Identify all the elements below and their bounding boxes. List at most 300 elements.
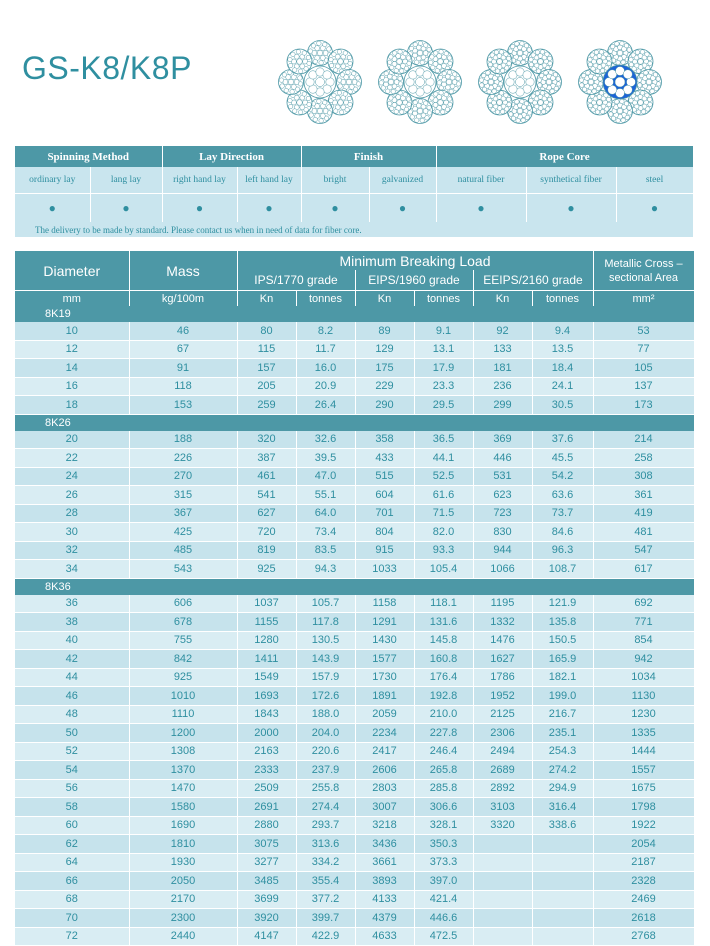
table-cell: 188.0	[296, 705, 355, 724]
table-cell	[473, 890, 532, 909]
wire	[488, 79, 494, 85]
wire	[648, 97, 653, 102]
page-title: GS-K8/K8P	[22, 50, 192, 86]
table-cell: 131.6	[414, 613, 473, 632]
wire	[497, 59, 503, 65]
table-cell: 173	[593, 396, 694, 415]
table-cell: 11.7	[296, 340, 355, 359]
wire	[592, 89, 597, 94]
table-row	[15, 872, 694, 891]
table-cell: 387	[237, 449, 296, 468]
table-cell: 1034	[593, 668, 694, 687]
table-cell: 2509	[237, 779, 296, 798]
wire	[307, 61, 312, 66]
wire	[591, 67, 596, 72]
wire	[631, 53, 636, 58]
wire	[648, 56, 653, 61]
wire	[527, 106, 532, 111]
wire	[538, 59, 544, 65]
table-cell: 2618	[593, 909, 694, 928]
table-row	[15, 467, 694, 486]
table-cell: 9.1	[414, 322, 473, 340]
table-cell: 67	[129, 340, 237, 359]
wire	[389, 96, 394, 101]
spec-option: synthetical fiber	[526, 167, 616, 194]
table-row	[15, 431, 694, 449]
table-cell: 1130	[593, 687, 694, 706]
table-cell: 10	[15, 322, 129, 340]
wire	[327, 111, 332, 116]
table-cell: 58	[15, 798, 129, 817]
table-cell: 39.5	[296, 449, 355, 468]
wire	[627, 106, 632, 111]
table-cell: 2170	[129, 890, 237, 909]
wire	[504, 52, 509, 57]
wire	[595, 110, 600, 115]
wire	[396, 87, 401, 92]
table-cell: 397.0	[414, 872, 473, 891]
table-cell: 62	[15, 835, 129, 854]
wire	[520, 99, 525, 104]
wire	[524, 43, 529, 48]
wire	[609, 112, 614, 117]
table-cell: 53	[593, 322, 694, 340]
wire	[338, 100, 344, 106]
table-cell: 64	[15, 853, 129, 872]
table-cell: 1332	[473, 613, 532, 632]
table-cell: 83.5	[296, 541, 355, 560]
table-cell: 1308	[129, 742, 237, 761]
table-cell: 44	[15, 668, 129, 687]
wire	[649, 70, 654, 75]
rope-section-icon-4	[578, 40, 662, 124]
wire	[379, 81, 384, 86]
table-cell: 2333	[237, 761, 296, 780]
unit-kn: Kn	[355, 291, 414, 307]
table-cell: 1280	[237, 631, 296, 650]
table-cell: 720	[237, 523, 296, 542]
table-cell: 547	[593, 541, 694, 560]
wire	[491, 108, 496, 113]
wire	[385, 89, 390, 94]
table-cell: 1476	[473, 631, 532, 650]
table-cell: 176.4	[414, 668, 473, 687]
wire	[445, 107, 450, 112]
table-cell: 181	[473, 359, 532, 378]
wire	[338, 59, 344, 65]
table-cell: 942	[593, 650, 694, 669]
wire	[521, 118, 526, 123]
wire	[323, 100, 328, 105]
wire	[298, 82, 303, 87]
wire	[599, 50, 604, 55]
header-grade-ips: IPS/1770 grade	[237, 270, 355, 291]
table-cell: 47.0	[296, 467, 355, 486]
wire	[398, 50, 403, 55]
table-cell: 3436	[355, 835, 414, 854]
wire	[540, 50, 545, 55]
wire	[343, 92, 348, 97]
table-cell: 3277	[237, 853, 296, 872]
table-cell: 830	[473, 523, 532, 542]
table-cell: 399.7	[296, 909, 355, 928]
wire	[504, 93, 509, 98]
table-cell: 105.7	[296, 595, 355, 613]
table-cell: 16	[15, 377, 129, 396]
wire	[317, 41, 322, 46]
wire	[556, 77, 561, 82]
table-cell: 175	[355, 359, 414, 378]
wire	[345, 107, 350, 112]
table-cell: 237.9	[296, 761, 355, 780]
table-row	[15, 595, 694, 613]
table-cell: 3007	[355, 798, 414, 817]
table-cell	[532, 835, 593, 854]
table-cell: 4379	[355, 909, 414, 928]
table-cell: 24.1	[532, 377, 593, 396]
wire	[516, 60, 521, 65]
wire	[438, 100, 444, 106]
table-cell: 627	[237, 504, 296, 523]
table-cell: 3320	[473, 816, 532, 835]
table-cell: 692	[593, 595, 694, 613]
wire	[302, 92, 307, 97]
table-cell: 285.8	[414, 779, 473, 798]
table-cell: 80	[237, 322, 296, 340]
table-cell: 135.8	[532, 613, 593, 632]
breaking-load-table	[15, 251, 695, 946]
table-cell: 2892	[473, 779, 532, 798]
wire	[541, 110, 546, 115]
table-cell: 3103	[473, 798, 532, 817]
wire	[346, 79, 352, 85]
table-cell: 145.8	[414, 631, 473, 650]
table-cell: 606	[129, 595, 237, 613]
wire	[348, 61, 353, 66]
wire	[438, 75, 443, 80]
table-cell: 70	[15, 909, 129, 928]
wire	[356, 76, 361, 81]
wire	[490, 53, 495, 58]
wire	[417, 108, 423, 114]
table-cell: 1010	[129, 687, 237, 706]
table-cell: 64.0	[296, 504, 355, 523]
wire	[636, 110, 641, 115]
core-wire	[523, 71, 531, 79]
table-cell: 246.4	[414, 742, 473, 761]
wire	[420, 60, 425, 65]
table-cell: 1470	[129, 779, 237, 798]
wire	[288, 79, 294, 85]
wire	[581, 73, 586, 78]
wire	[546, 79, 552, 85]
table-cell: 42	[15, 650, 129, 669]
table-cell: 2440	[129, 927, 237, 946]
table-cell: 373.3	[414, 853, 473, 872]
availability-dot-icon: ●	[15, 194, 90, 223]
unit-tonnes: tonnes	[296, 291, 355, 307]
table-cell: 82.0	[414, 523, 473, 542]
spec-option: steel	[616, 167, 693, 194]
wire	[506, 56, 511, 61]
wire	[298, 76, 303, 81]
table-cell: 157.9	[296, 668, 355, 687]
table-cell: 804	[355, 523, 414, 542]
table-cell: 723	[473, 504, 532, 523]
wire	[317, 108, 323, 114]
table-row	[15, 650, 694, 669]
wire	[597, 59, 603, 65]
wire	[598, 82, 603, 87]
unit-mass: kg/100m	[129, 291, 237, 307]
wire	[418, 99, 423, 104]
table-cell: 771	[593, 613, 694, 632]
wire	[617, 50, 623, 56]
wire	[545, 52, 550, 57]
wire	[381, 86, 386, 91]
table-cell: 84.6	[532, 523, 593, 542]
table-cell: 105	[593, 359, 694, 378]
table-cell: 14	[15, 359, 129, 378]
table-cell: 192.8	[414, 687, 473, 706]
table-cell: 2000	[237, 724, 296, 743]
table-cell: 1557	[593, 761, 694, 780]
wire	[595, 69, 600, 74]
wire	[384, 71, 389, 76]
wire	[391, 89, 396, 94]
wire	[288, 98, 293, 103]
wire	[388, 101, 393, 106]
table-cell: 369	[473, 431, 532, 449]
table-row	[15, 742, 694, 761]
table-cell	[532, 853, 593, 872]
table-cell: 313.6	[296, 835, 355, 854]
wire	[380, 75, 385, 80]
table-cell: 204.0	[296, 724, 355, 743]
table-cell: 3075	[237, 835, 296, 854]
wire	[529, 62, 534, 67]
wire	[645, 52, 650, 57]
wire	[635, 50, 640, 55]
wire	[640, 50, 645, 55]
table-cell: 216.7	[532, 705, 593, 724]
table-row	[15, 779, 694, 798]
table-cell: 199.0	[532, 687, 593, 706]
table-cell: 172.6	[296, 687, 355, 706]
table-cell: 153	[129, 396, 237, 415]
group-row	[15, 306, 694, 322]
availability-dot-icon: ●	[237, 194, 301, 223]
table-cell: 214	[593, 431, 694, 449]
wire	[624, 43, 629, 48]
table-cell: 188	[129, 431, 237, 449]
table-cell: 54	[15, 761, 129, 780]
wire	[347, 96, 352, 101]
table-cell: 1675	[593, 779, 694, 798]
table-cell: 1786	[473, 668, 532, 687]
table-cell: 17.9	[414, 359, 473, 378]
table-cell: 226	[129, 449, 237, 468]
table-cell: 55.1	[296, 486, 355, 505]
wire	[392, 51, 397, 56]
wire	[507, 61, 512, 66]
table-cell: 40	[15, 631, 129, 650]
wire	[407, 102, 412, 107]
availability-dot-icon: ●	[436, 194, 526, 223]
wire	[284, 88, 289, 93]
wire	[517, 50, 523, 56]
wire	[548, 102, 553, 107]
table-cell: 1730	[355, 668, 414, 687]
wire	[448, 102, 453, 107]
table-cell: 34	[15, 560, 129, 579]
wire	[292, 68, 297, 73]
table-row	[15, 523, 694, 542]
wire	[291, 52, 296, 57]
wire	[605, 107, 610, 112]
wire	[456, 82, 461, 87]
table-cell: 701	[355, 504, 414, 523]
table-cell: 2768	[593, 927, 694, 946]
header-grade-eeips: EEIPS/2160 grade	[473, 270, 593, 291]
table-cell: 13.5	[532, 340, 593, 359]
wire	[498, 77, 503, 82]
wire	[298, 110, 303, 115]
wire	[403, 51, 408, 56]
table-row	[15, 340, 694, 359]
table-cell: 26	[15, 486, 129, 505]
wire	[418, 41, 423, 46]
table-cell: 63.6	[532, 486, 593, 505]
group-row	[15, 414, 694, 431]
wire	[536, 110, 541, 115]
table-cell: 623	[473, 486, 532, 505]
wire	[417, 50, 423, 56]
table-cell: 1577	[355, 650, 414, 669]
table-cell	[473, 909, 532, 928]
availability-dot-icon: ●	[616, 194, 693, 223]
wire	[404, 107, 409, 112]
wire	[488, 57, 493, 62]
table-cell: 157	[237, 359, 296, 378]
wire	[587, 89, 592, 94]
table-cell: 72	[15, 927, 129, 946]
table-cell: 4147	[237, 927, 296, 946]
wire	[337, 78, 342, 83]
wire	[507, 102, 512, 107]
wire	[487, 89, 492, 94]
table-cell: 45.5	[532, 449, 593, 468]
wire	[637, 78, 642, 83]
wire	[488, 62, 493, 67]
wire	[597, 100, 603, 106]
table-cell: 20.9	[296, 377, 355, 396]
table-cell: 274.2	[532, 761, 593, 780]
wire	[399, 110, 404, 115]
wire	[627, 111, 632, 116]
wire	[529, 57, 534, 62]
table-cell: 133	[473, 340, 532, 359]
table-cell: 129	[355, 340, 414, 359]
wire	[579, 78, 584, 83]
table-row	[15, 705, 694, 724]
table-cell: 18	[15, 396, 129, 415]
table-cell: 130.5	[296, 631, 355, 650]
table-cell: 2054	[593, 835, 694, 854]
group-label: 8K26	[15, 414, 694, 431]
wire	[648, 102, 653, 107]
unit-tonnes: tonnes	[414, 291, 473, 307]
table-cell: 2803	[355, 779, 414, 798]
wire	[338, 84, 343, 89]
wire	[607, 102, 612, 107]
wire	[337, 91, 342, 96]
rope-cross-section-images	[278, 40, 662, 125]
table-cell: 3661	[355, 853, 414, 872]
wire	[452, 72, 457, 77]
table-cell: 367	[129, 504, 237, 523]
table-cell: 61.6	[414, 486, 473, 505]
table-cell: 350.3	[414, 835, 473, 854]
table-cell: 32.6	[296, 431, 355, 449]
table-cell: 18.4	[532, 359, 593, 378]
table-cell: 73.4	[296, 523, 355, 542]
table-cell: 105.4	[414, 560, 473, 579]
table-cell: 925	[237, 560, 296, 579]
wire	[398, 82, 403, 87]
table-cell: 1230	[593, 705, 694, 724]
wire	[640, 91, 645, 96]
wire	[556, 82, 561, 87]
spec-option: galvanized	[369, 167, 436, 194]
wire	[624, 101, 629, 106]
wire	[516, 118, 521, 123]
wire	[404, 66, 409, 71]
table-cell: 118	[129, 377, 237, 396]
core-wire	[423, 71, 431, 79]
table-cell: 150.5	[532, 631, 593, 650]
wire	[594, 50, 599, 55]
wire	[653, 72, 658, 77]
table-cell: 1952	[473, 687, 532, 706]
wire	[525, 115, 530, 120]
wire	[333, 109, 338, 114]
table-cell: 9.4	[532, 322, 593, 340]
wire	[607, 61, 612, 66]
wire	[311, 44, 316, 49]
table-row	[15, 724, 694, 743]
spec-option: left hand lay	[237, 167, 301, 194]
table-cell: 254.3	[532, 742, 593, 761]
core-wire	[316, 78, 325, 87]
table-cell: 32	[15, 541, 129, 560]
wire	[348, 102, 353, 107]
wire	[288, 104, 293, 109]
table-cell: 2691	[237, 798, 296, 817]
table-cell: 755	[129, 631, 237, 650]
wire	[537, 78, 542, 83]
wire	[304, 107, 309, 112]
table-cell: 205	[237, 377, 296, 396]
table-cell: 8.2	[296, 322, 355, 340]
table-cell: 93.3	[414, 541, 473, 560]
wire	[517, 108, 523, 114]
table-cell: 91	[129, 359, 237, 378]
wire	[505, 107, 510, 112]
table-cell: 819	[237, 541, 296, 560]
wire	[437, 81, 442, 86]
table-cell: 30.5	[532, 396, 593, 415]
